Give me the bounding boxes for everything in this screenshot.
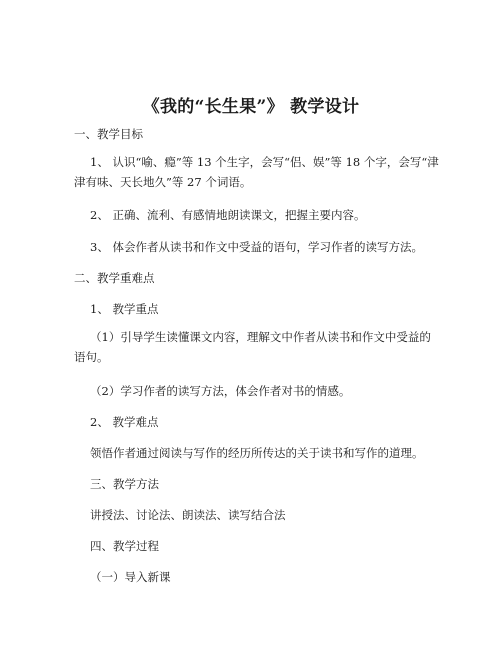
process-step-1: （一）导入新课 — [90, 570, 171, 584]
methods-text: 讲授法、讨论法、朗读法、读写结合法 — [90, 508, 286, 522]
methods-heading: 三、教学方法 — [90, 477, 159, 491]
process-heading: 四、教学过程 — [90, 539, 159, 553]
objectives-heading: 一、教学目标 — [74, 127, 143, 141]
key-point-1: （1）引导学生读懂课文内容，理解文中作者从读书和作文中受益的语句。 — [74, 330, 431, 364]
objective-2: 2、 正确、流利、有感情地朗读课文，把握主要内容。 — [90, 208, 366, 222]
key-points-heading: 1、 教学重点 — [90, 302, 159, 316]
document-title: 《我的“长生果”》 教学设计 — [142, 97, 360, 117]
difficult-text: 领悟作者通过阅读与写作的经历所传达的关于读书和写作的道理。 — [90, 446, 424, 460]
objective-1: 1、 认识“喻、瘾”等 13 个生字，会写“侣、娱”等 18 个字，会写“津津有味、天长地久”等 27 个词语。 — [74, 155, 439, 189]
objective-3: 3、 体会作者从读书和作文中受益的语句，学习作者的读写方法。 — [90, 240, 423, 254]
key-point-2: （2）学习作者的读写方法，体会作者对书的情感。 — [90, 384, 351, 398]
difficult-heading: 2、 教学难点 — [90, 415, 159, 429]
key-difficult-heading: 二、教学重难点 — [74, 271, 155, 285]
